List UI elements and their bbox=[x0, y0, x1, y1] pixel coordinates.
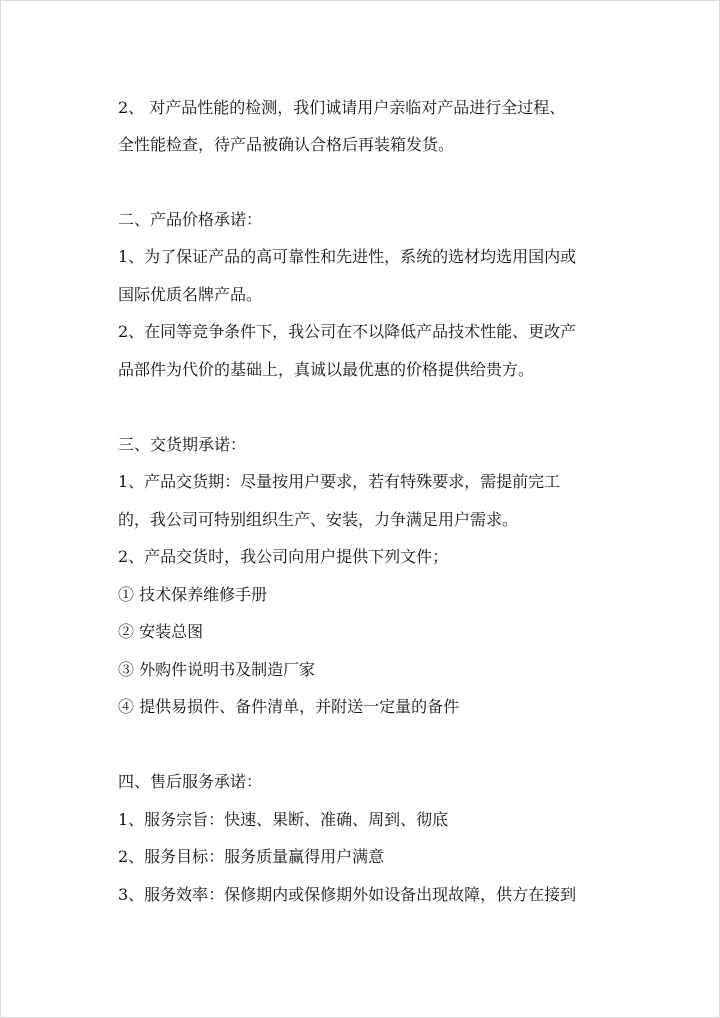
paragraph-line: 的，我公司可特别组织生产、安装，力争满足用户需求。 bbox=[118, 510, 519, 529]
paragraph-line: 1、产品交货期：尽量按用户要求，若有特殊要求，需提前完工 bbox=[118, 472, 561, 491]
paragraph-line: 全性能检查，待产品被确认合格后再装箱发货。 bbox=[118, 135, 455, 154]
list-item: ① 技术保养维修手册 bbox=[118, 585, 268, 604]
paragraph-line: 3、服务效率：保修期内或保修期外如设备出现故障，供方在接到 bbox=[118, 885, 577, 904]
paragraph-line: 2、产品交货时，我公司向用户提供下列文件； bbox=[118, 547, 449, 566]
paragraph-line: 2、服务目标：服务质量赢得用户满意 bbox=[118, 847, 385, 866]
paragraph-line: 1、为了保证产品的高可靠性和先进性，系统的选材均选用国内或 bbox=[118, 247, 577, 266]
paragraph-line: 品部件为代价的基础上，真诚以最优惠的价格提供给贵方。 bbox=[118, 360, 535, 379]
list-item: ④ 提供易损件、备件清单，并附送一定量的备件 bbox=[118, 697, 460, 716]
list-item: ③ 外购件说明书及制造厂家 bbox=[118, 660, 316, 679]
paragraph-line: 国际优质名牌产品。 bbox=[118, 285, 263, 304]
paragraph-line: 2、 对产品性能的检测，我们诚请用户亲临对产品进行全过程、 bbox=[118, 98, 566, 117]
section-heading: 三、交货期承诺： bbox=[118, 435, 247, 454]
paragraph-line: 1、服务宗旨：快速、果断、准确、周到、彻底 bbox=[118, 810, 449, 829]
paragraph-line: 2、在同等竞争条件下，我公司在不以降低产品技术性能、更改产 bbox=[118, 322, 577, 341]
section-heading: 四、售后服务承诺： bbox=[118, 772, 263, 791]
list-item: ② 安装总图 bbox=[118, 622, 204, 641]
section-heading: 二、产品价格承诺： bbox=[118, 210, 263, 229]
